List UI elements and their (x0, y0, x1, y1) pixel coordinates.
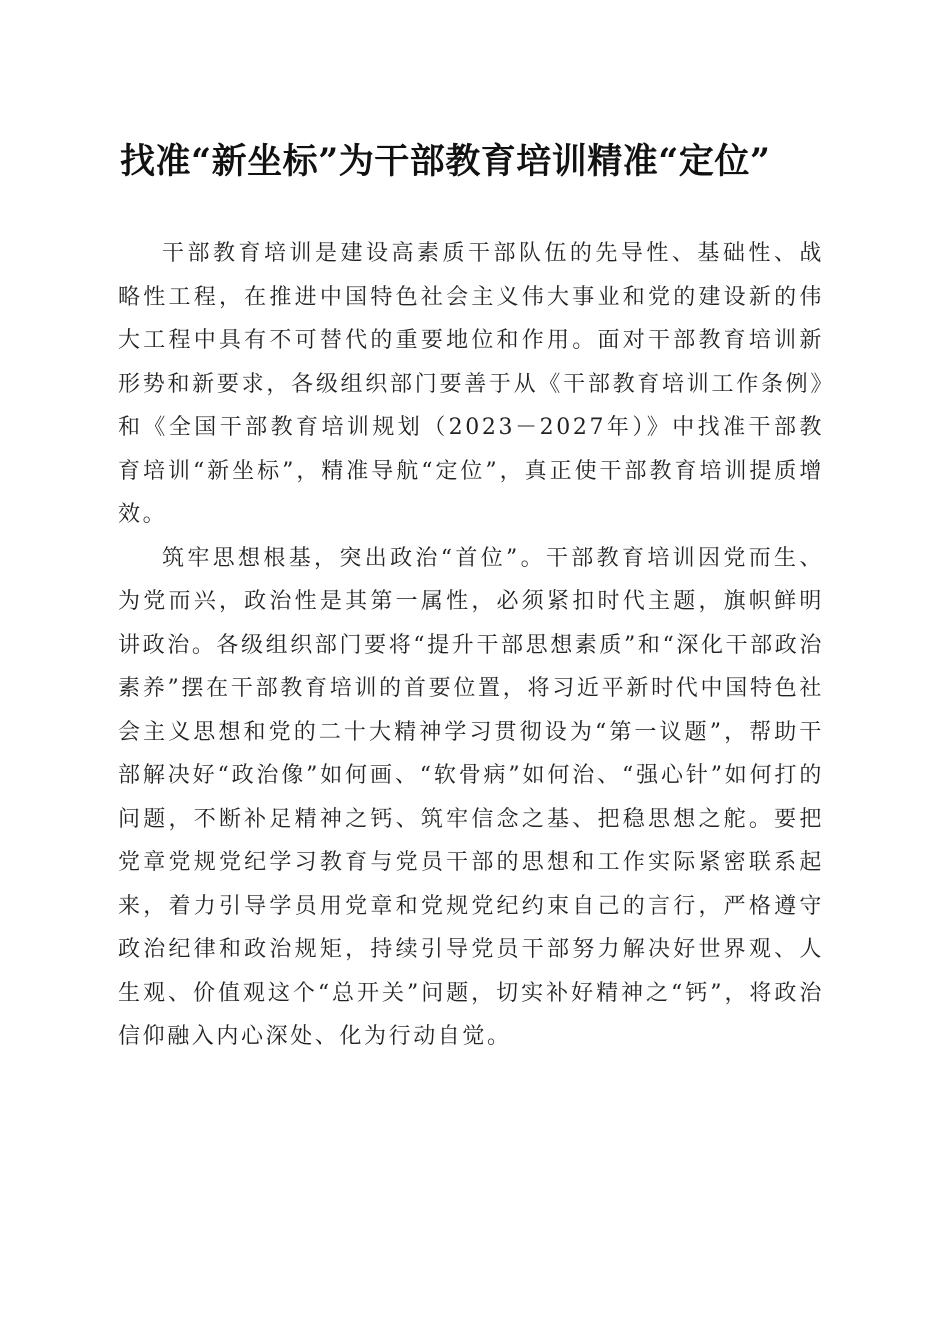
document-body (118, 232, 824, 1059)
paragraph-political-priority: 筑牢思想根基，突出政治“首位”。干部教育培训因党而生、为党而兴，政治性是其第一属性，必须紧扣时代主题，旗帜鲜明讲政治。各级组织部门要将“提升干部思想素质”和“深化干部政治素养”摆在干部教育培训的首要位置，将习近平新时代中国特色社会主义思想和党的二十大精神学习贯彻设为“第一议题”，帮助干部解决好“政治像”如何画、“软骨病”如何治、“强心针”如何打的问题，不断补足精神之钙、筑牢信念之基、把稳思想之舵。要把党章党规党纪学习教育与党员干部的思想和工作实际紧密联系起来，着力引导学员用党章和党规党纪约束自己的言行，严格遵守政治纪律和政治规矩，持续引导党员干部努力解决好世界观、人生观、价值观这个“总开关”问题，切实补好精神之“钙”，将政治信仰融入内心深处、化为行动自觉。 (118, 545, 824, 1049)
paragraph-intro: 干部教育培训是建设高素质干部队伍的先导性、基础性、战略性工程，在推进中国特色社会主义伟大事业和党的建设新的伟大工程中具有不可替代的重要地位和作用。面对干部教育培训新形势和新要求，各级组织部门要善于从《干部教育培训工作条例》和《全国干部教育培训规划（2023－2027年）》中找准干部教育培训“新坐标”，精准导航“定位”，真正使干部教育培训提质增效。 (118, 241, 824, 527)
document-title: 找准“新坐标”为干部教育培训精准“定位” (120, 141, 771, 182)
